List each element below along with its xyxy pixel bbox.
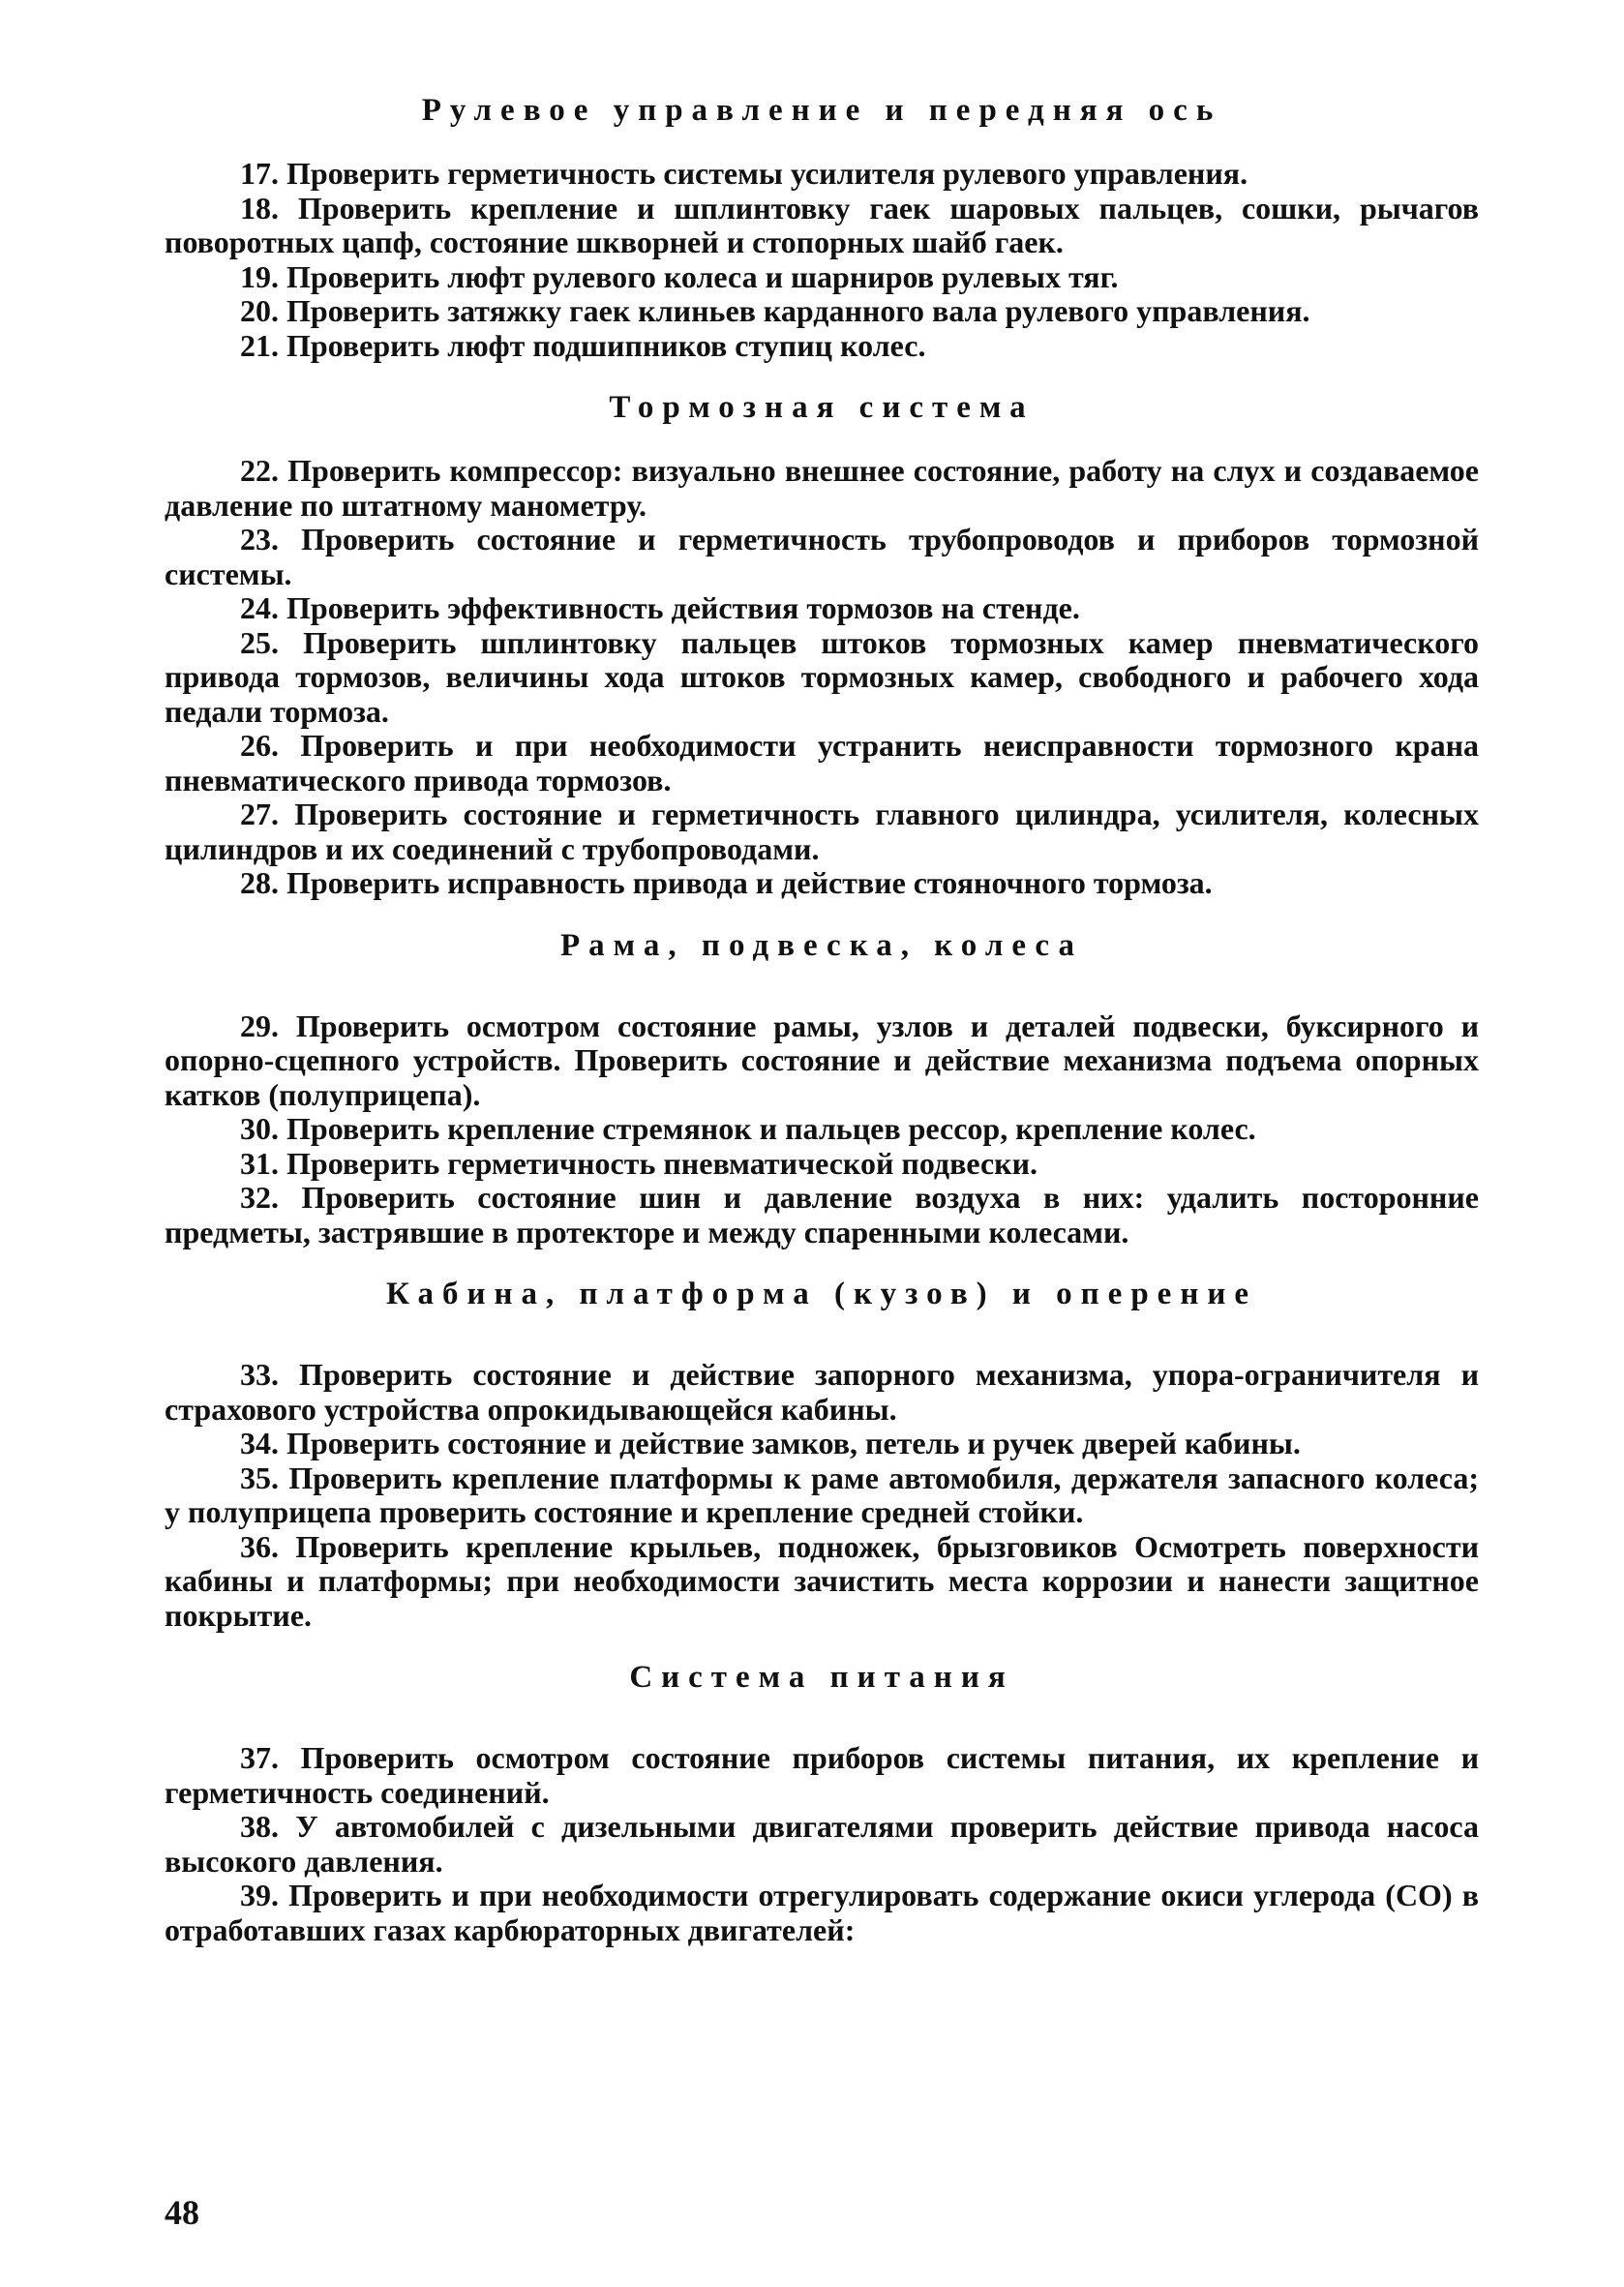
list-item: 18. Проверить крепление и шплинтовку гаек шаровых пальцев, сошки, рычагов поворотных цапф, состояние шкворней и стопорных шайб гаек. — [165, 190, 1479, 259]
section-heading-cab: Кабина, платформа (кузов) и оперение — [385, 1277, 1258, 1311]
list-item: 23. Проверить состояние и герметичность трубопроводов и приборов тормозной системы. — [165, 522, 1479, 591]
section-heading-brakes: Тормозная система — [609, 390, 1035, 425]
list-item: 34. Проверить состояние и действие замков, петель и ручек дверей кабины. — [240, 1426, 1301, 1460]
section-heading-frame: Рама, подвеска, колеса — [560, 927, 1083, 963]
list-item: 29. Проверить осмотром состояние рамы, узлов и деталей подвески, буксирного и опорно-сцепного устройств. Проверить состояние и действие механизма подъема опорных катков (полуприцепа). — [165, 1008, 1479, 1112]
list-item: 17. Проверить герметичность системы усилителя рулевого управления. — [240, 156, 1248, 191]
list-item: 27. Проверить состояние и герметичность главного цилиндра, усилителя, колесных цилиндров и их соединений с трубопроводами. — [165, 797, 1479, 866]
list-item: 30. Проверить крепление стремянок и пальцев рессор, крепление колес. — [240, 1111, 1256, 1146]
page-number: 48 — [165, 2193, 199, 2232]
list-item: 26. Проверить и при необходимости устранить неисправности тормозного крана пневматического привода тормозов. — [165, 728, 1479, 797]
list-item: 35. Проверить крепление платформы к раме автомобиля, держателя запасного колеса; у полуприцепа проверить состояние и крепление средней стойки. — [165, 1459, 1479, 1529]
list-item: 22. Проверить компрессор: визуально внешнее состояние, работу на слух и создаваемое давление по штатному манометру. — [165, 453, 1479, 523]
list-item: 28. Проверить исправность привода и действие стояночного тормоза. — [240, 865, 1213, 900]
list-item: 37. Проверить осмотром состояние приборов системы питания, их крепление и герметичность соединений. — [165, 1740, 1479, 1810]
list-item: 39. Проверить и при необходимости отрегулировать содержание окиси углерода (СО) в отработавших газах карбюраторных двигателей: — [165, 1878, 1479, 1947]
list-item: 25. Проверить шплинтовку пальцев штоков тормозных камер пневматического привода тормозов, величины хода штоков тормозных камер, свободного и рабочего хода педали тормоза. — [165, 624, 1479, 729]
list-item: 38. У автомобилей с дизельными двигателями проверить действие привода насоса высокого давления. — [165, 1809, 1479, 1879]
list-item: 36. Проверить крепление крыльев, подножек, брызговиков Осмотреть поверхности кабины и платформы; при необходимости зачистить места коррозии и нанести защитное покрытие. — [165, 1528, 1479, 1633]
list-item: 32. Проверить состояние шин и давление воздуха в них: удалить посторонние предметы, застрявшие в протекторе и между спаренными колесами. — [165, 1180, 1479, 1249]
list-item: 24. Проверить эффективность действия тормозов на стенде. — [240, 590, 1080, 625]
page-content — [165, 89, 1479, 1947]
section-heading-fuel: Система питания — [629, 1660, 1014, 1695]
list-item: 20. Проверить затяжку гаек клиньев карданного вала рулевого управления. — [240, 293, 1310, 328]
section-heading-steering: Рулевое управление и передняя ось — [421, 93, 1222, 128]
list-item: 31. Проверить герметичность пневматической подвески. — [240, 1145, 1038, 1181]
list-item: 33. Проверить состояние и действие запорного механизма, упора-ограничителя и страхового устройства опрокидывающейся кабины. — [165, 1357, 1479, 1427]
list-item: 19. Проверить люфт рулевого колеса и шарниров рулевых тяг. — [240, 258, 1119, 294]
list-item: 21. Проверить люфт подшипников ступиц колес. — [240, 327, 926, 363]
